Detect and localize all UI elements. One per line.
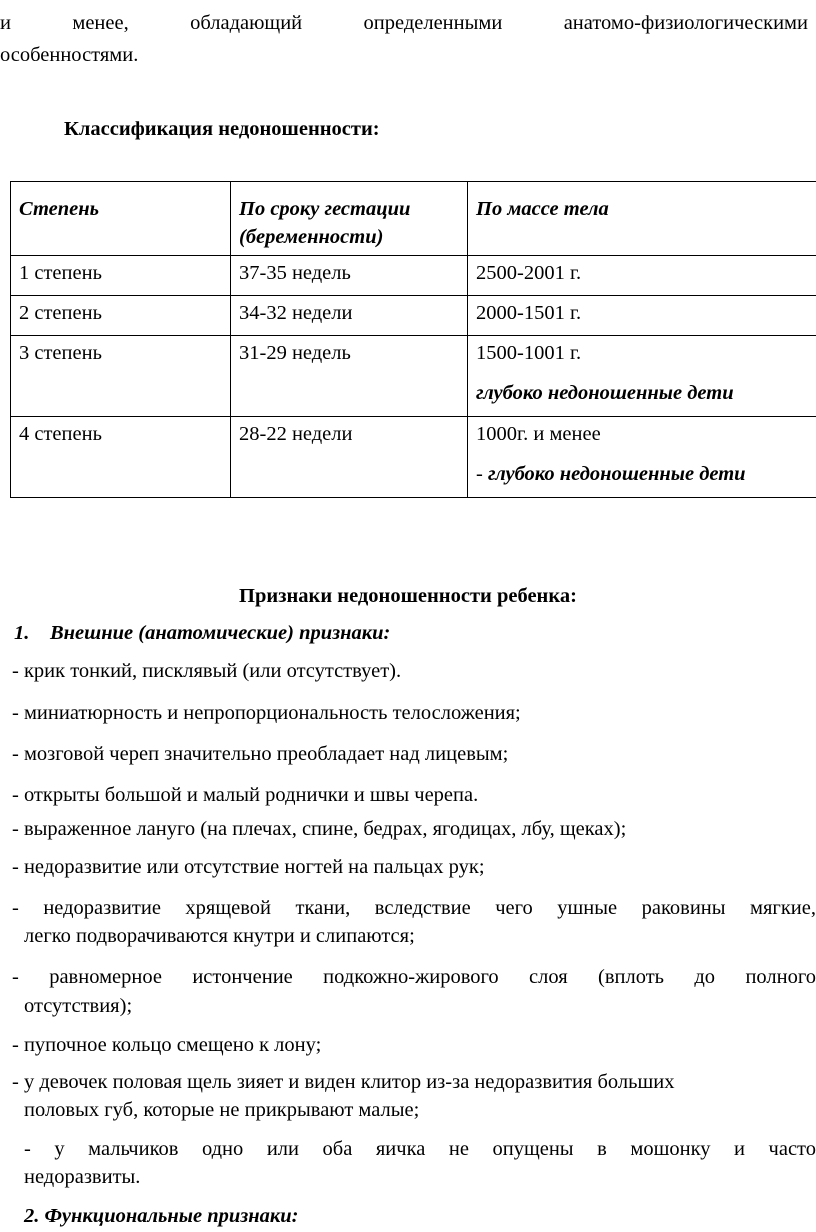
- list-item-continuation: легко подворачиваются кнутри и слипаются;: [24, 925, 415, 947]
- cell-weight-note: [476, 460, 816, 488]
- header-gestation-line-2: (беременности): [239, 226, 384, 248]
- section-1-title-text: Внешние (анатомические) признаки:: [50, 622, 391, 644]
- list-item: - пупочное кольцо смещено к лону;: [12, 1034, 322, 1056]
- intro-line-2: особенностями.: [0, 44, 139, 66]
- table-row: [11, 417, 816, 498]
- cell-gestation: 31-29 недель: [231, 336, 468, 417]
- cell-weight-note: глубоко недоношенные дети: [476, 382, 734, 404]
- list-item-continuation: отсутствия);: [24, 995, 133, 1017]
- cell-weight: 2000-1501 г.: [468, 296, 816, 336]
- table-row: [11, 336, 816, 417]
- section-2-title: 2. Функциональные признаки:: [24, 1205, 299, 1227]
- list-item-continuation: половых губ, которые не прикрывают малые;: [24, 1099, 420, 1121]
- cell-gestation: 28-22 недели: [231, 417, 468, 498]
- list-item: - выраженное лануго (на плечах, спине, бедрах, ягодицах, лбу, щеках);: [12, 818, 627, 840]
- list-item: - у мальчиков одно или оба яичка не опущены в мошонку и часто: [24, 1138, 816, 1160]
- cell-weight-value: 1000г. и менее: [476, 423, 601, 445]
- cell-degree: 2 степень: [11, 296, 231, 336]
- list-item: - миниатюрность и непропорциональность телосложения;: [12, 702, 521, 724]
- section-1-number: 1.: [14, 622, 30, 644]
- cell-degree: 1 степень: [11, 256, 231, 296]
- list-item: - открыты большой и малый роднички и швы черепа.: [12, 784, 479, 806]
- cell-weight: 2500-2001 г.: [468, 256, 816, 296]
- table-header-row: [11, 182, 816, 256]
- classification-heading: Классификация недоношенности:: [64, 118, 380, 140]
- list-item: - недоразвитие или отсутствие ногтей на пальцах рук;: [12, 856, 485, 878]
- table-row: [11, 256, 816, 296]
- table-row: [11, 296, 816, 336]
- intro-line-1: и менее, обладающий определенными анатомо-физиологическими: [0, 12, 808, 34]
- cell-degree: 4 степень: [11, 417, 231, 498]
- signs-heading: Признаки недоношенности ребенка:: [239, 585, 577, 607]
- list-item: - недоразвитие хрящевой ткани, вследствие чего ушные раковины мягкие,: [12, 897, 816, 919]
- header-gestation-line-1: По сроку гестации: [239, 198, 411, 220]
- header-gestation: [231, 182, 468, 256]
- cell-gestation: 37-35 недель: [231, 256, 468, 296]
- list-item: - у девочек половая щель зияет и виден клитор из-за недоразвития больших: [12, 1071, 675, 1093]
- header-weight: По массе тела: [468, 182, 816, 256]
- cell-degree: 3 степень: [11, 336, 231, 417]
- list-item: - мозговой череп значительно преобладает над лицевым;: [12, 743, 509, 765]
- classification-table: [10, 181, 816, 498]
- note-text: глубоко недоношенные дети: [487, 463, 746, 485]
- cell-weight-value: 1500-1001 г.: [476, 342, 582, 364]
- cell-weight: [468, 336, 816, 417]
- header-degree: Степень: [11, 182, 231, 256]
- cell-gestation: 34-32 недели: [231, 296, 468, 336]
- list-item: - крик тонкий, писклявый (или отсутствует).: [12, 660, 402, 682]
- note-dash: -: [476, 463, 488, 485]
- list-item: - равномерное истончение подкожно-жирового слоя (вплоть до полного: [12, 966, 816, 988]
- cell-weight: [468, 417, 816, 498]
- list-item-continuation: недоразвиты.: [24, 1166, 141, 1188]
- section-1-title: [14, 622, 390, 645]
